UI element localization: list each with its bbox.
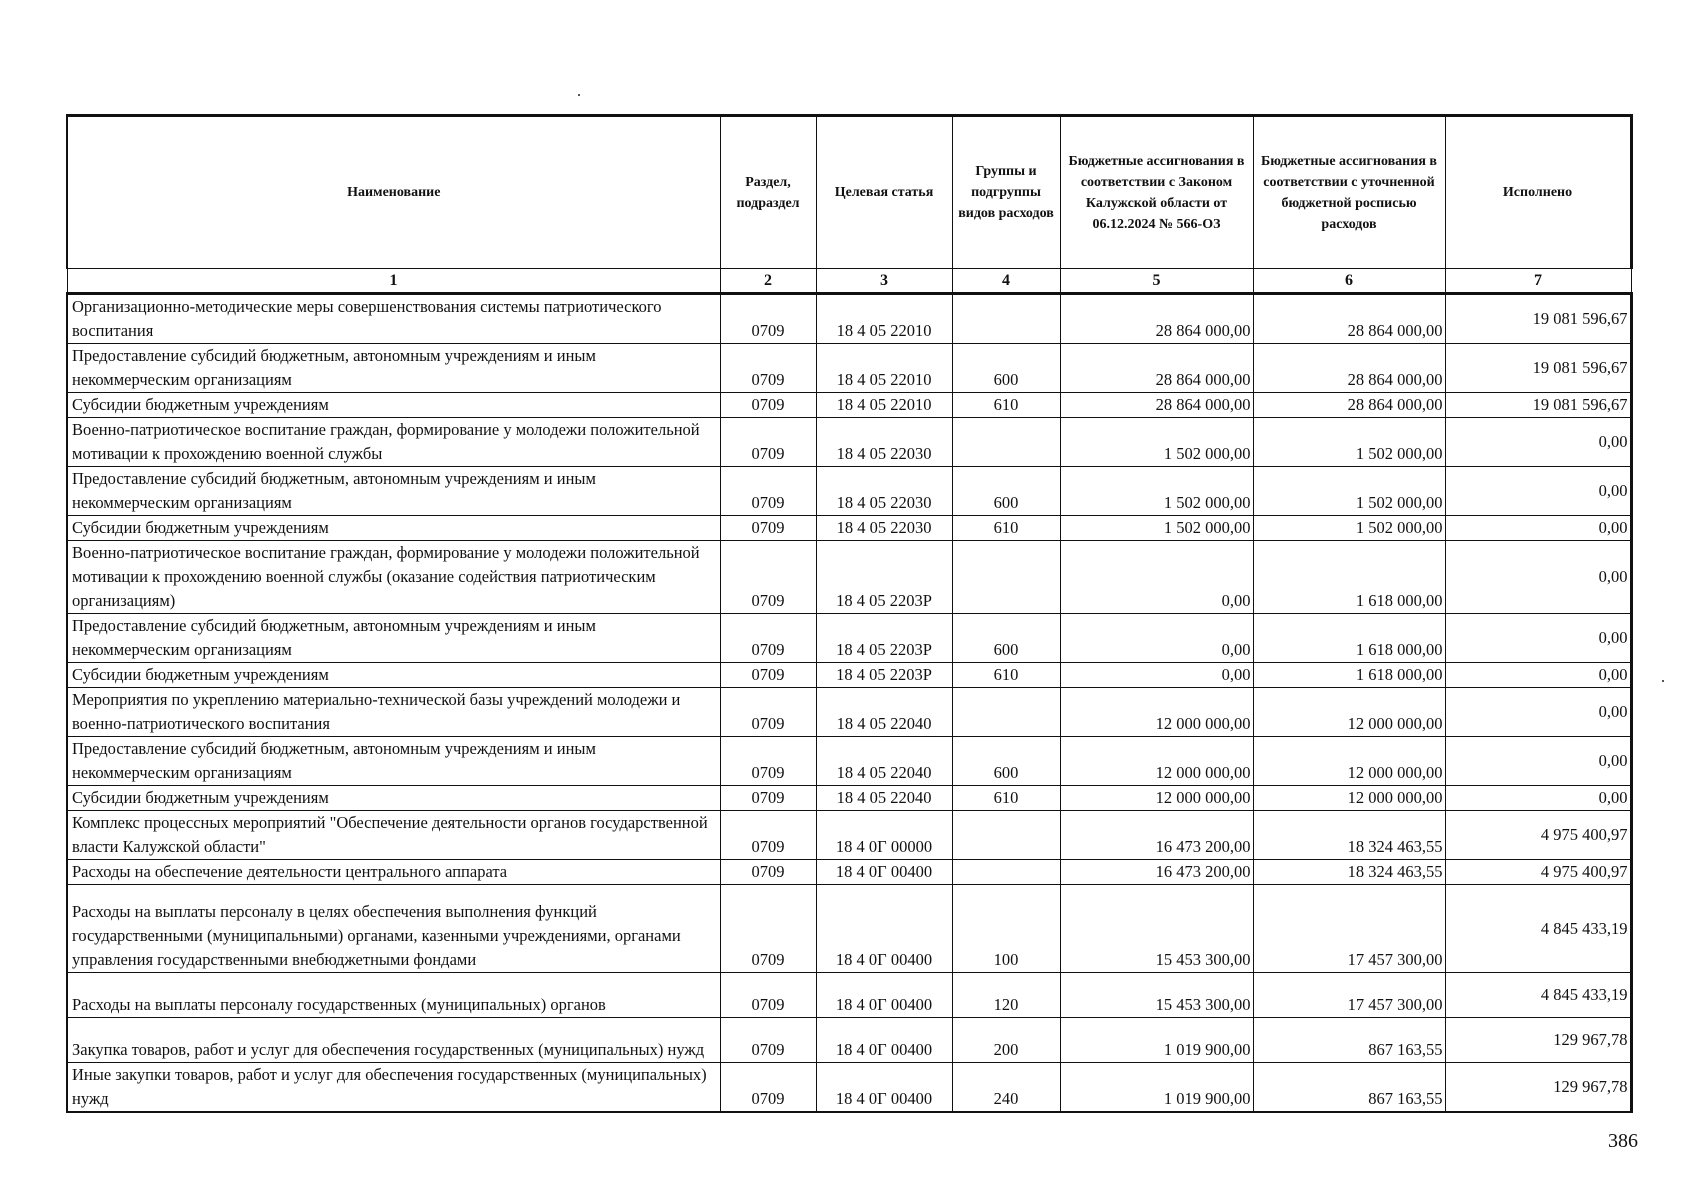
- row-executed-amount: 4 975 400,97: [1445, 811, 1631, 860]
- row-group: [952, 418, 1060, 467]
- row-name: Субсидии бюджетным учреждениям: [67, 663, 720, 688]
- row-section: 0709: [720, 786, 816, 811]
- table-row: [67, 860, 1631, 885]
- row-executed-amount: 4 975 400,97: [1445, 860, 1631, 885]
- row-law-amount: 1 502 000,00: [1060, 467, 1253, 516]
- row-section: 0709: [720, 418, 816, 467]
- row-section: 0709: [720, 885, 816, 973]
- row-executed-amount: 19 081 596,67: [1445, 294, 1631, 344]
- row-law-amount: 1 502 000,00: [1060, 516, 1253, 541]
- row-target: 18 4 0Г 00400: [816, 1063, 952, 1113]
- row-refined-amount: 1 618 000,00: [1253, 614, 1445, 663]
- row-executed-amount: 0,00: [1445, 663, 1631, 688]
- row-target: 18 4 05 2203Р: [816, 663, 952, 688]
- row-name: Предоставление субсидий бюджетным, автономным учреждениям и иным некоммерческим организациям: [67, 344, 720, 393]
- row-section: 0709: [720, 811, 816, 860]
- row-group: [952, 688, 1060, 737]
- row-executed-amount: 0,00: [1445, 516, 1631, 541]
- column-number: 6: [1253, 269, 1445, 294]
- row-group: [952, 860, 1060, 885]
- row-refined-amount: 17 457 300,00: [1253, 973, 1445, 1018]
- row-refined-amount: 28 864 000,00: [1253, 344, 1445, 393]
- row-name: Расходы на обеспечение деятельности центрального аппарата: [67, 860, 720, 885]
- row-name: Иные закупки товаров, работ и услуг для обеспечения государственных (муниципальных) нужд: [67, 1063, 720, 1113]
- row-executed-amount: 0,00: [1445, 614, 1631, 663]
- table-row: [67, 663, 1631, 688]
- column-number: 5: [1060, 269, 1253, 294]
- table-row: [67, 1018, 1631, 1063]
- row-name: Военно-патриотическое воспитание граждан, формирование у молодежи положительной мотивации к прохождению военной службы: [67, 418, 720, 467]
- budget-execution-table: [66, 114, 1633, 1113]
- table-row: [67, 885, 1631, 973]
- row-section: 0709: [720, 688, 816, 737]
- row-section: 0709: [720, 344, 816, 393]
- row-name: Закупка товаров, работ и услуг для обеспечения государственных (муниципальных) нужд: [67, 1018, 720, 1063]
- table-row: [67, 516, 1631, 541]
- table-row: [67, 688, 1631, 737]
- table-row: [67, 786, 1631, 811]
- row-group: 120: [952, 973, 1060, 1018]
- table-row: [67, 1063, 1631, 1113]
- table-row: [67, 973, 1631, 1018]
- row-section: 0709: [720, 294, 816, 344]
- scan-speck: [1662, 680, 1664, 682]
- row-executed-amount: 19 081 596,67: [1445, 393, 1631, 418]
- column-number-row: [67, 269, 1631, 294]
- header-name: Наименование: [67, 116, 720, 269]
- row-target: 18 4 05 22010: [816, 393, 952, 418]
- row-target: 18 4 05 22010: [816, 294, 952, 344]
- row-section: 0709: [720, 860, 816, 885]
- row-name: Расходы на выплаты персоналу в целях обеспечения выполнения функций государственными (муниципальными) органами, казенными учреждениями, органами управления государственными внебюджетными фондами: [67, 885, 720, 973]
- row-group: 600: [952, 344, 1060, 393]
- row-group: 610: [952, 786, 1060, 811]
- row-refined-amount: 12 000 000,00: [1253, 688, 1445, 737]
- row-executed-amount: 0,00: [1445, 467, 1631, 516]
- row-refined-amount: 28 864 000,00: [1253, 393, 1445, 418]
- row-law-amount: 28 864 000,00: [1060, 344, 1253, 393]
- row-name: Субсидии бюджетным учреждениям: [67, 786, 720, 811]
- header-target: Целевая статья: [816, 116, 952, 269]
- row-law-amount: 12 000 000,00: [1060, 688, 1253, 737]
- header-refined-allocations: Бюджетные ассигнования в соответствии с уточненной бюджетной росписью расходов: [1253, 116, 1445, 269]
- row-group: 200: [952, 1018, 1060, 1063]
- row-target: 18 4 05 22030: [816, 516, 952, 541]
- row-section: 0709: [720, 1063, 816, 1113]
- row-law-amount: 16 473 200,00: [1060, 860, 1253, 885]
- row-law-amount: 12 000 000,00: [1060, 786, 1253, 811]
- row-law-amount: 12 000 000,00: [1060, 737, 1253, 786]
- row-law-amount: 1 019 900,00: [1060, 1063, 1253, 1113]
- row-target: 18 4 05 22030: [816, 418, 952, 467]
- row-group: 600: [952, 737, 1060, 786]
- row-executed-amount: 129 967,78: [1445, 1018, 1631, 1063]
- row-name: Предоставление субсидий бюджетным, автономным учреждениям и иным некоммерческим организациям: [67, 737, 720, 786]
- row-executed-amount: 129 967,78: [1445, 1063, 1631, 1113]
- row-refined-amount: 18 324 463,55: [1253, 860, 1445, 885]
- page-number: 386: [1608, 1130, 1638, 1152]
- table-body: [67, 294, 1631, 1113]
- row-executed-amount: 19 081 596,67: [1445, 344, 1631, 393]
- table-row: [67, 811, 1631, 860]
- row-target: 18 4 05 22040: [816, 688, 952, 737]
- row-law-amount: 0,00: [1060, 614, 1253, 663]
- row-law-amount: 15 453 300,00: [1060, 973, 1253, 1018]
- column-number: 1: [67, 269, 720, 294]
- row-refined-amount: 12 000 000,00: [1253, 786, 1445, 811]
- row-section: 0709: [720, 516, 816, 541]
- row-name: Военно-патриотическое воспитание граждан, формирование у молодежи положительной мотивации к прохождению военной службы (оказание содействия патриотическим организациям): [67, 541, 720, 614]
- header-section: Раздел, подраздел: [720, 116, 816, 269]
- row-refined-amount: 12 000 000,00: [1253, 737, 1445, 786]
- row-law-amount: 15 453 300,00: [1060, 885, 1253, 973]
- row-executed-amount: 0,00: [1445, 786, 1631, 811]
- row-target: 18 4 0Г 00400: [816, 860, 952, 885]
- row-section: 0709: [720, 1018, 816, 1063]
- column-number: 2: [720, 269, 816, 294]
- row-name: Предоставление субсидий бюджетным, автономным учреждениям и иным некоммерческим организациям: [67, 467, 720, 516]
- row-group: 610: [952, 663, 1060, 688]
- table-row: [67, 737, 1631, 786]
- row-refined-amount: 1 502 000,00: [1253, 418, 1445, 467]
- row-group: 600: [952, 614, 1060, 663]
- column-number: 7: [1445, 269, 1631, 294]
- row-law-amount: 1 502 000,00: [1060, 418, 1253, 467]
- row-group: [952, 294, 1060, 344]
- row-group: 610: [952, 393, 1060, 418]
- row-section: 0709: [720, 393, 816, 418]
- row-refined-amount: 1 618 000,00: [1253, 541, 1445, 614]
- table-header-row: [67, 116, 1631, 269]
- row-law-amount: 28 864 000,00: [1060, 393, 1253, 418]
- row-refined-amount: 867 163,55: [1253, 1063, 1445, 1113]
- row-group: 100: [952, 885, 1060, 973]
- row-law-amount: 16 473 200,00: [1060, 811, 1253, 860]
- row-refined-amount: 17 457 300,00: [1253, 885, 1445, 973]
- row-target: 18 4 05 22040: [816, 737, 952, 786]
- row-executed-amount: 0,00: [1445, 541, 1631, 614]
- table-row: [67, 467, 1631, 516]
- row-section: 0709: [720, 663, 816, 688]
- row-section: 0709: [720, 541, 816, 614]
- table-row: [67, 418, 1631, 467]
- row-name: Комплекс процессных мероприятий "Обеспечение деятельности органов государственной власти Калужской области": [67, 811, 720, 860]
- scan-speck: [578, 94, 580, 96]
- row-target: 18 4 0Г 00400: [816, 973, 952, 1018]
- row-name: Расходы на выплаты персоналу государственных (муниципальных) органов: [67, 973, 720, 1018]
- row-executed-amount: 4 845 433,19: [1445, 973, 1631, 1018]
- column-number: 3: [816, 269, 952, 294]
- row-group: [952, 541, 1060, 614]
- row-target: 18 4 05 22010: [816, 344, 952, 393]
- row-law-amount: 1 019 900,00: [1060, 1018, 1253, 1063]
- row-name: Субсидии бюджетным учреждениям: [67, 393, 720, 418]
- row-target: 18 4 05 22030: [816, 467, 952, 516]
- row-target: 18 4 0Г 00400: [816, 1018, 952, 1063]
- row-refined-amount: 18 324 463,55: [1253, 811, 1445, 860]
- row-target: 18 4 05 2203Р: [816, 614, 952, 663]
- row-section: 0709: [720, 467, 816, 516]
- row-target: 18 4 05 22040: [816, 786, 952, 811]
- row-law-amount: 28 864 000,00: [1060, 294, 1253, 344]
- table-row: [67, 393, 1631, 418]
- header-groups: Группы и подгруппы видов расходов: [952, 116, 1060, 269]
- row-executed-amount: 0,00: [1445, 737, 1631, 786]
- table-row: [67, 541, 1631, 614]
- row-law-amount: 0,00: [1060, 541, 1253, 614]
- row-group: 240: [952, 1063, 1060, 1113]
- header-executed: Исполнено: [1445, 116, 1631, 269]
- row-name: Организационно-методические меры совершенствования системы патриотического воспитания: [67, 294, 720, 344]
- table-row: [67, 614, 1631, 663]
- row-target: 18 4 0Г 00400: [816, 885, 952, 973]
- row-name: Предоставление субсидий бюджетным, автономным учреждениям и иным некоммерческим организациям: [67, 614, 720, 663]
- row-section: 0709: [720, 614, 816, 663]
- row-target: 18 4 0Г 00000: [816, 811, 952, 860]
- row-name: Субсидии бюджетным учреждениям: [67, 516, 720, 541]
- row-group: 600: [952, 467, 1060, 516]
- row-group: 610: [952, 516, 1060, 541]
- row-section: 0709: [720, 973, 816, 1018]
- row-refined-amount: 1 502 000,00: [1253, 467, 1445, 516]
- row-target: 18 4 05 2203Р: [816, 541, 952, 614]
- row-refined-amount: 867 163,55: [1253, 1018, 1445, 1063]
- table-row: [67, 294, 1631, 344]
- row-refined-amount: 1 618 000,00: [1253, 663, 1445, 688]
- row-group: [952, 811, 1060, 860]
- header-law-allocations: Бюджетные ассигнования в соответствии с Законом Калужской области от 06.12.2024 № 566-ОЗ: [1060, 116, 1253, 269]
- row-refined-amount: 28 864 000,00: [1253, 294, 1445, 344]
- row-executed-amount: 0,00: [1445, 688, 1631, 737]
- column-number: 4: [952, 269, 1060, 294]
- row-refined-amount: 1 502 000,00: [1253, 516, 1445, 541]
- table-row: [67, 344, 1631, 393]
- row-law-amount: 0,00: [1060, 663, 1253, 688]
- row-name: Мероприятия по укреплению материально-технической базы учреждений молодежи и военно-патриотического воспитания: [67, 688, 720, 737]
- row-section: 0709: [720, 737, 816, 786]
- row-executed-amount: 4 845 433,19: [1445, 885, 1631, 973]
- row-executed-amount: 0,00: [1445, 418, 1631, 467]
